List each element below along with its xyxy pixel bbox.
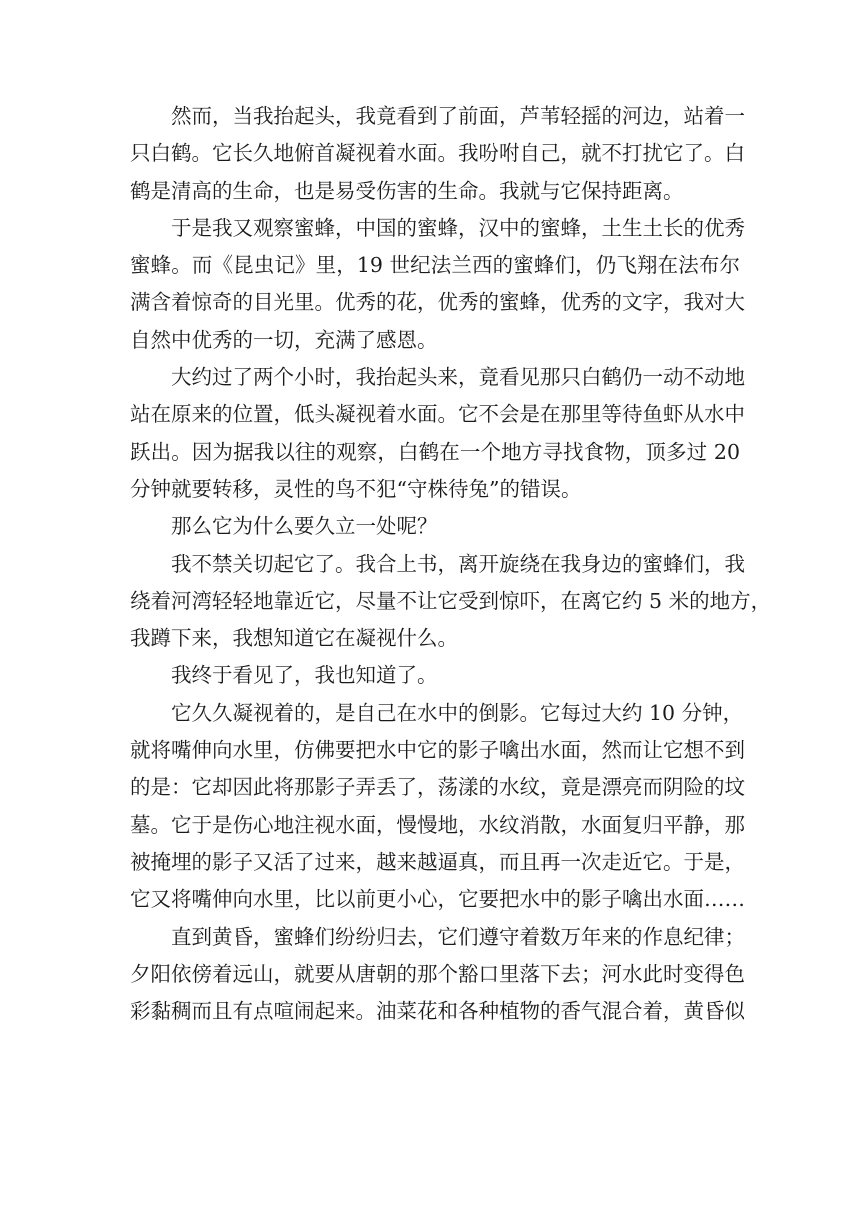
paragraph-first-line: 它久久凝视着的，是自己在水中的倒影。它每过大约 10 分钟， bbox=[171, 700, 744, 725]
paragraph-line: 分钟就要转移，灵性的鸟不犯“守株待兔”的错误。 bbox=[130, 476, 582, 501]
paragraph-line: 墓。它于是伤心地注视水面，慢慢地，水纹消散，水面复归平静，那 bbox=[130, 812, 745, 837]
paragraph-first-line: 我不禁关切起它了。我合上书，离开旋绕在我身边的蜜蜂们，我 bbox=[171, 551, 745, 576]
paragraph-first-line: 那么它为什么要久立一处呢？ bbox=[171, 514, 438, 539]
paragraph-line: 它又将嘴伸向水里，比以前更小心，它要把水中的影子噙出水面…… bbox=[130, 887, 745, 912]
document-body bbox=[130, 98, 772, 1030]
paragraph-line: 站在原来的位置，低头凝视着水面。它不会是在那里等待鱼虾从水中 bbox=[130, 402, 745, 427]
paragraph-line: 跃出。因为据我以往的观察，白鹤在一个地方寻找食物，顶多过 20 bbox=[130, 439, 740, 464]
paragraph-line: 满含着惊奇的目光里。优秀的花，优秀的蜜蜂，优秀的文字，我对大 bbox=[130, 290, 745, 315]
paragraph-line: 被掩埋的影子又活了过来，越来越逼真，而且再一次走近它。于是， bbox=[130, 849, 745, 874]
paragraph-line: 夕阳依傍着远山，就要从唐朝的那个豁口里落下去；河水此时变得色 bbox=[130, 961, 745, 986]
paragraph-line: 只白鹤。它长久地俯首凝视着水面。我吩咐自己，就不打扰它了。白 bbox=[130, 141, 745, 166]
paragraph-line: 自然中优秀的一切，充满了感恩。 bbox=[130, 327, 438, 352]
paragraph-first-line: 然而，当我抬起头，我竟看到了前面，芦苇轻摇的河边，站着一 bbox=[171, 104, 745, 128]
paragraph-line: 的是：它却因此将那影子弄丢了，荡漾的水纹，竟是漂亮而阴险的坟 bbox=[130, 775, 745, 800]
paragraph-line: 就将嘴伸向水里，仿佛要把水中它的影子噙出水面，然而让它想不到 bbox=[130, 738, 745, 763]
paragraph-first-line: 大约过了两个小时，我抬起头来，竟看见那只白鹤仍一动不动地 bbox=[171, 365, 745, 390]
paragraph-line: 彩黏稠而且有点喧闹起来。油菜花和各种植物的香气混合着，黄昏似 bbox=[130, 999, 745, 1024]
paragraph-line: 绕着河湾轻轻地靠近它，尽量不让它受到惊吓，在离它约 5 米的地方， bbox=[130, 588, 772, 613]
paragraph-first-line: 于是我又观察蜜蜂，中国的蜜蜂，汉中的蜜蜂，土生土长的优秀 bbox=[171, 215, 745, 240]
paragraph-line: 鹤是清高的生命，也是易受伤害的生命。我就与它保持距离。 bbox=[130, 178, 684, 203]
paragraph-line: 我蹲下来，我想知道它在凝视什么。 bbox=[130, 626, 458, 651]
paragraph-line: 蜜蜂。而《昆虫记》里，19 世纪法兰西的蜜蜂们，仍飞翔在法布尔 bbox=[130, 253, 740, 278]
paragraph-first-line: 直到黄昏，蜜蜂们纷纷归去，它们遵守着数万年来的作息纪律； bbox=[171, 924, 745, 949]
paragraph-first-line: 我终于看见了，我也知道了。 bbox=[171, 663, 438, 688]
